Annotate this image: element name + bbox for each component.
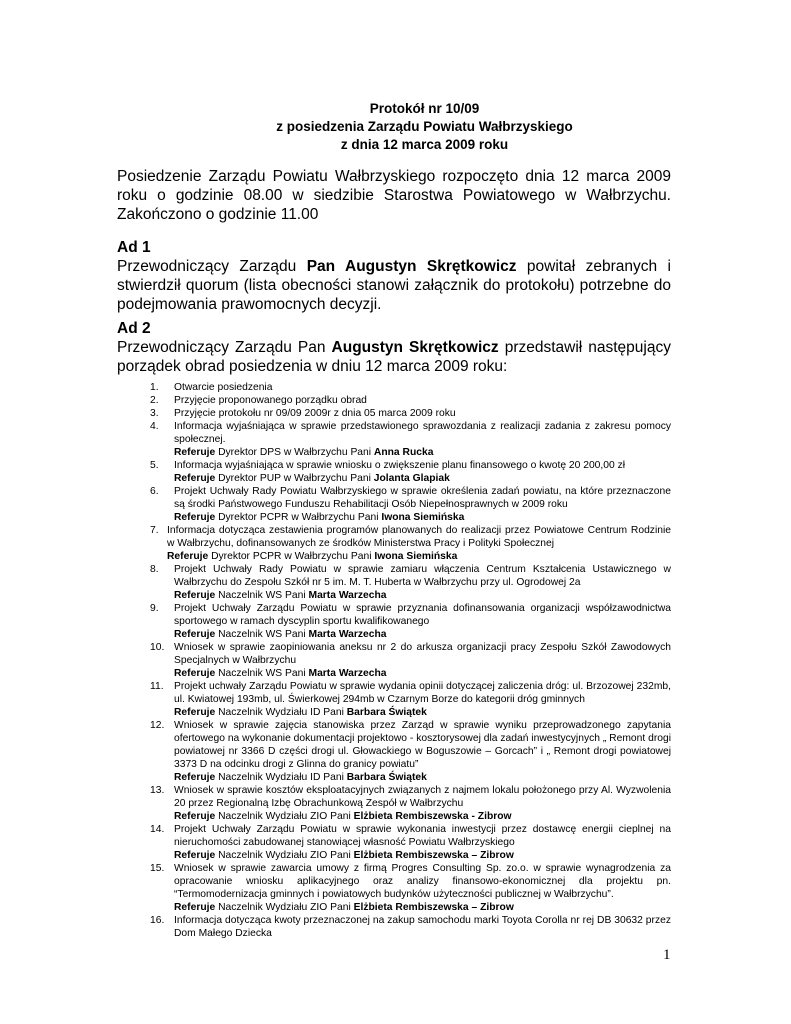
agenda-item-number: 14. xyxy=(150,824,165,835)
presenter-name: Barbara Świątek xyxy=(346,772,427,783)
presenter-label: Referuje xyxy=(174,590,216,601)
presenter-name: Iwona Siemińska xyxy=(374,551,458,562)
intro-paragraph: Posiedzenie Zarządu Powiatu Wałbrzyskiego rozpoczęto dnia 12 marca 2009 roku o godzinie 08.00 w siedzibie Starostwa Powiatowego w Wałbrzychu. Zakończono o godzinie 11.00 xyxy=(117,168,671,223)
document-title xyxy=(0,100,791,154)
presenter-role: Naczelnik Wydziału ZIO Pani xyxy=(218,902,354,913)
agenda-item-presenter xyxy=(174,810,671,823)
title-line-3: z dnia 12 marca 2009 roku xyxy=(340,137,509,152)
agenda-item-number: 16. xyxy=(150,915,165,926)
presenter-label: Referuje xyxy=(174,772,216,783)
agenda-item xyxy=(117,784,671,823)
agenda-item-text: Wniosek w sprawie kosztów eksploatacyjnych związanych z najmem lokalu położonego przy Al. Wyzwolenia 20 przez Regionalną Izbę Obrachunkową Zespół w Wałbrzychu xyxy=(174,785,671,809)
presenter-name: Barbara Świątek xyxy=(346,707,427,718)
presenter-role: Naczelnik WS Pani xyxy=(218,590,309,601)
agenda-item-text: Projekt Uchwały Zarządu Powiatu w sprawie wykonania inwestycji przez dostawcę energii cieplnej na nieruchomości zabudowanej stanowiącej własność Powiatu Wałbrzyskiego xyxy=(174,824,671,848)
agenda-item-text: Projekt Uchwały Zarządu Powiatu w sprawie przyznania dofinansowania organizacji współzawodnictwa sportowego w ramach dyscyplin sportu kwalifikowanego xyxy=(174,603,671,627)
agenda-item xyxy=(117,563,671,602)
presenter-name: Elżbieta Rembiszewska – Zibrow xyxy=(353,902,514,913)
agenda-item xyxy=(117,862,671,914)
agenda-item-number: 5. xyxy=(150,460,159,471)
presenter-label: Referuje xyxy=(174,629,216,640)
agenda-item-number: 12. xyxy=(150,720,165,731)
presenter-name: Marta Warzecha xyxy=(308,668,387,679)
agenda-item-number: 13. xyxy=(150,785,165,796)
presenter-label: Referuje xyxy=(174,447,216,458)
agenda-item-text: Informacja wyjaśniająca w sprawie wniosku o zwiększenie planu finansowego o kwotę 20 200,00 zł xyxy=(174,460,626,471)
agenda-item xyxy=(117,602,671,641)
page-number: 1 xyxy=(663,947,671,963)
presenter-name: Marta Warzecha xyxy=(308,629,387,640)
presenter-role: Naczelnik WS Pani xyxy=(218,629,309,640)
presenter-label: Referuje xyxy=(174,512,216,523)
presenter-role: Naczelnik WS Pani xyxy=(218,668,309,679)
agenda-item xyxy=(117,524,671,563)
ad2-text-before: Przewodniczący Zarządu Pan xyxy=(117,339,332,356)
agenda-item xyxy=(117,641,671,680)
agenda-item-text: Przyjęcie protokołu nr 09/09 2009r z dnia 05 marca 2009 roku xyxy=(174,408,456,419)
ad2-text-after: przedstawił następujący porządek obrad posiedzenia w dniu 12 marca 2009 roku: xyxy=(117,339,671,375)
agenda-item-number: 9. xyxy=(150,603,159,614)
agenda-item-presenter xyxy=(174,667,671,680)
agenda-item-text: Informacja dotycząca zestawienia programów planowanych do realizacji przez Powiatowe Centrum Rodzinie w Wałbrzychu, dofinansowanych ze środków Ministerstwa Pracy i Polityki Społecznej xyxy=(167,525,671,549)
agenda-item-presenter xyxy=(174,511,671,524)
agenda-item xyxy=(117,381,671,394)
agenda-item xyxy=(117,407,671,420)
agenda-item xyxy=(117,719,671,784)
agenda-item-text: Wniosek w sprawie zajęcia stanowiska przez Zarząd w sprawie wyniku przeprowadzonego zapytania ofertowego na wykonanie dokumentacji projektowo - kosztorysowej dla zadań inwestycyjnych „ Remont drogi powiatowej nr 3366 D części drogi ul. Głowackiego w Boguszowie – Gorcach” i „ Remont drogi powiatowej 3373 D na odcinku drogi z Glinna do granicy powiatu” xyxy=(174,720,671,770)
presenter-label: Referuje xyxy=(174,811,216,822)
presenter-label: Referuje xyxy=(174,902,216,913)
presenter-name: Anna Rucka xyxy=(373,447,434,458)
ad2-heading: Ad 2 xyxy=(117,320,151,337)
agenda-item-number: 15. xyxy=(150,863,165,874)
agenda-item-presenter xyxy=(174,706,671,719)
ad1-heading: Ad 1 xyxy=(117,239,151,256)
presenter-name: Elżbieta Rembiszewska – Zibrow xyxy=(353,850,514,861)
agenda-item-text: Otwarcie posiedzenia xyxy=(174,382,273,393)
agenda-list xyxy=(117,381,671,940)
ad1-paragraph xyxy=(117,257,671,314)
agenda-item xyxy=(117,823,671,862)
agenda-item-number: 4. xyxy=(150,421,159,432)
presenter-name: Jolanta Glapiak xyxy=(373,473,450,484)
ad2-chairman-name: Augustyn Skrętkowicz xyxy=(331,339,499,356)
presenter-name: Iwona Siemińska xyxy=(381,512,465,523)
presenter-role: Naczelnik Wydziału ZIO Pani xyxy=(218,850,354,861)
ad1-text-after: powitał zebranych i stwierdził quorum (lista obecności stanowi załącznik do protokołu) potrzebne do podejmowania prawomocnych decyzji. xyxy=(117,258,671,313)
agenda-item-presenter xyxy=(174,849,671,862)
presenter-label: Referuje xyxy=(174,850,216,861)
agenda-item-presenter xyxy=(174,628,671,641)
agenda-item-presenter xyxy=(174,589,671,602)
agenda-item-text: Projekt uchwały Zarządu Powiatu w sprawie wydania opinii dotyczącej zaliczenia dróg: ul. Brzozowej 232mb, ul. Kwiatowej 193mb, ul. Świerkowej 294mb w Czarnym Borze do kategorii dróg gminnych xyxy=(174,681,671,705)
title-line-1: Protokół nr 10/09 xyxy=(369,101,480,116)
agenda-item xyxy=(117,485,671,524)
presenter-label: Referuje xyxy=(167,551,209,562)
presenter-name: Marta Warzecha xyxy=(308,590,387,601)
agenda-item-presenter xyxy=(174,472,671,485)
agenda-item xyxy=(117,680,671,719)
agenda-item-presenter xyxy=(174,446,671,459)
agenda-item-number: 3. xyxy=(150,408,159,419)
agenda-item-text: Projekt Uchwały Rady Powiatu Wałbrzyskiego w sprawie określenia zadań powiatu, na które przeznaczone są środki Państwowego Funduszu Rehabilitacji Osób Niepełnosprawnych w 2009 roku xyxy=(174,486,671,510)
agenda-item-number: 6. xyxy=(150,486,159,497)
presenter-label: Referuje xyxy=(174,707,216,718)
agenda-item-text: Projekt Uchwały Rady Powiatu w sprawie zamiaru włączenia Centrum Kształcenia Ustawicznego w Wałbrzychu do Zespołu Szkół nr 5 im. M. T. Huberta w Wałbrzychu przy ul. Ogrodowej 2a xyxy=(174,564,671,588)
agenda-item-presenter xyxy=(174,771,671,784)
presenter-role: Naczelnik Wydziału ID Pani xyxy=(218,707,347,718)
ad2-paragraph xyxy=(117,338,671,376)
agenda-item-number: 10. xyxy=(150,642,165,653)
agenda-item-number: 7. xyxy=(150,525,159,536)
presenter-name: Elżbieta Rembiszewska - Zibrow xyxy=(353,811,512,822)
agenda-item-text: Informacja dotycząca kwoty przeznaczonej na zakup samochodu marki Toyota Corolla nr rej DB 30632 przez Dom Małego Dziecka xyxy=(174,915,671,939)
presenter-role: Dyrektor PUP w Wałbrzychu Pani xyxy=(218,473,374,484)
presenter-role: Dyrektor DPS w Wałbrzychu Pani xyxy=(218,447,374,458)
presenter-role: Dyrektor PCPR w Wałbrzychu Pani xyxy=(218,512,382,523)
agenda-item-number: 11. xyxy=(150,681,164,692)
agenda-item-number: 8. xyxy=(150,564,159,575)
agenda-item xyxy=(117,914,671,940)
agenda-item xyxy=(117,420,671,459)
presenter-role: Naczelnik Wydziału ID Pani xyxy=(218,772,347,783)
agenda-item-text: Wniosek w sprawie zawarcia umowy z firmą Progres Consulting Sp. zo.o. w sprawie wynagrodzenia za opracowanie wniosku aplikacyjnego oraz analizy finansowo-ekonomicznej dla projektu pn. “Termomodernizacja gminnych i powiatowych budynków użyteczności publicznej w Wałbrzychu”. xyxy=(174,863,671,900)
presenter-label: Referuje xyxy=(174,668,216,679)
ad1-chairman-name: Pan Augustyn Skrętkowicz xyxy=(306,258,517,275)
ad1-text-before: Przewodniczący Zarządu xyxy=(117,258,307,275)
agenda-item-number: 2. xyxy=(150,395,159,406)
presenter-role: Dyrektor PCPR w Wałbrzychu Pani xyxy=(211,551,375,562)
agenda-item xyxy=(117,459,671,485)
agenda-item xyxy=(117,394,671,407)
agenda-item-presenter xyxy=(167,550,671,563)
agenda-item-text: Przyjęcie proponowanego porządku obrad xyxy=(174,395,367,406)
agenda-item-number: 1. xyxy=(150,382,159,393)
agenda-item-text: Informacja wyjaśniająca w sprawie przedstawionego sprawozdania z realizacji zadania z zakresu pomocy społecznej. xyxy=(174,421,671,445)
agenda-item-presenter xyxy=(174,901,671,914)
presenter-label: Referuje xyxy=(174,473,216,484)
presenter-role: Naczelnik Wydziału ZIO Pani xyxy=(218,811,354,822)
title-line-2: z posiedzenia Zarządu Powiatu Wałbrzyskiego xyxy=(276,119,573,134)
agenda-item-text: Wniosek w sprawie zaopiniowania aneksu nr 2 do arkusza organizacji pracy Zespołu Szkół Zawodowych Specjalnych w Wałbrzychu xyxy=(174,642,671,666)
